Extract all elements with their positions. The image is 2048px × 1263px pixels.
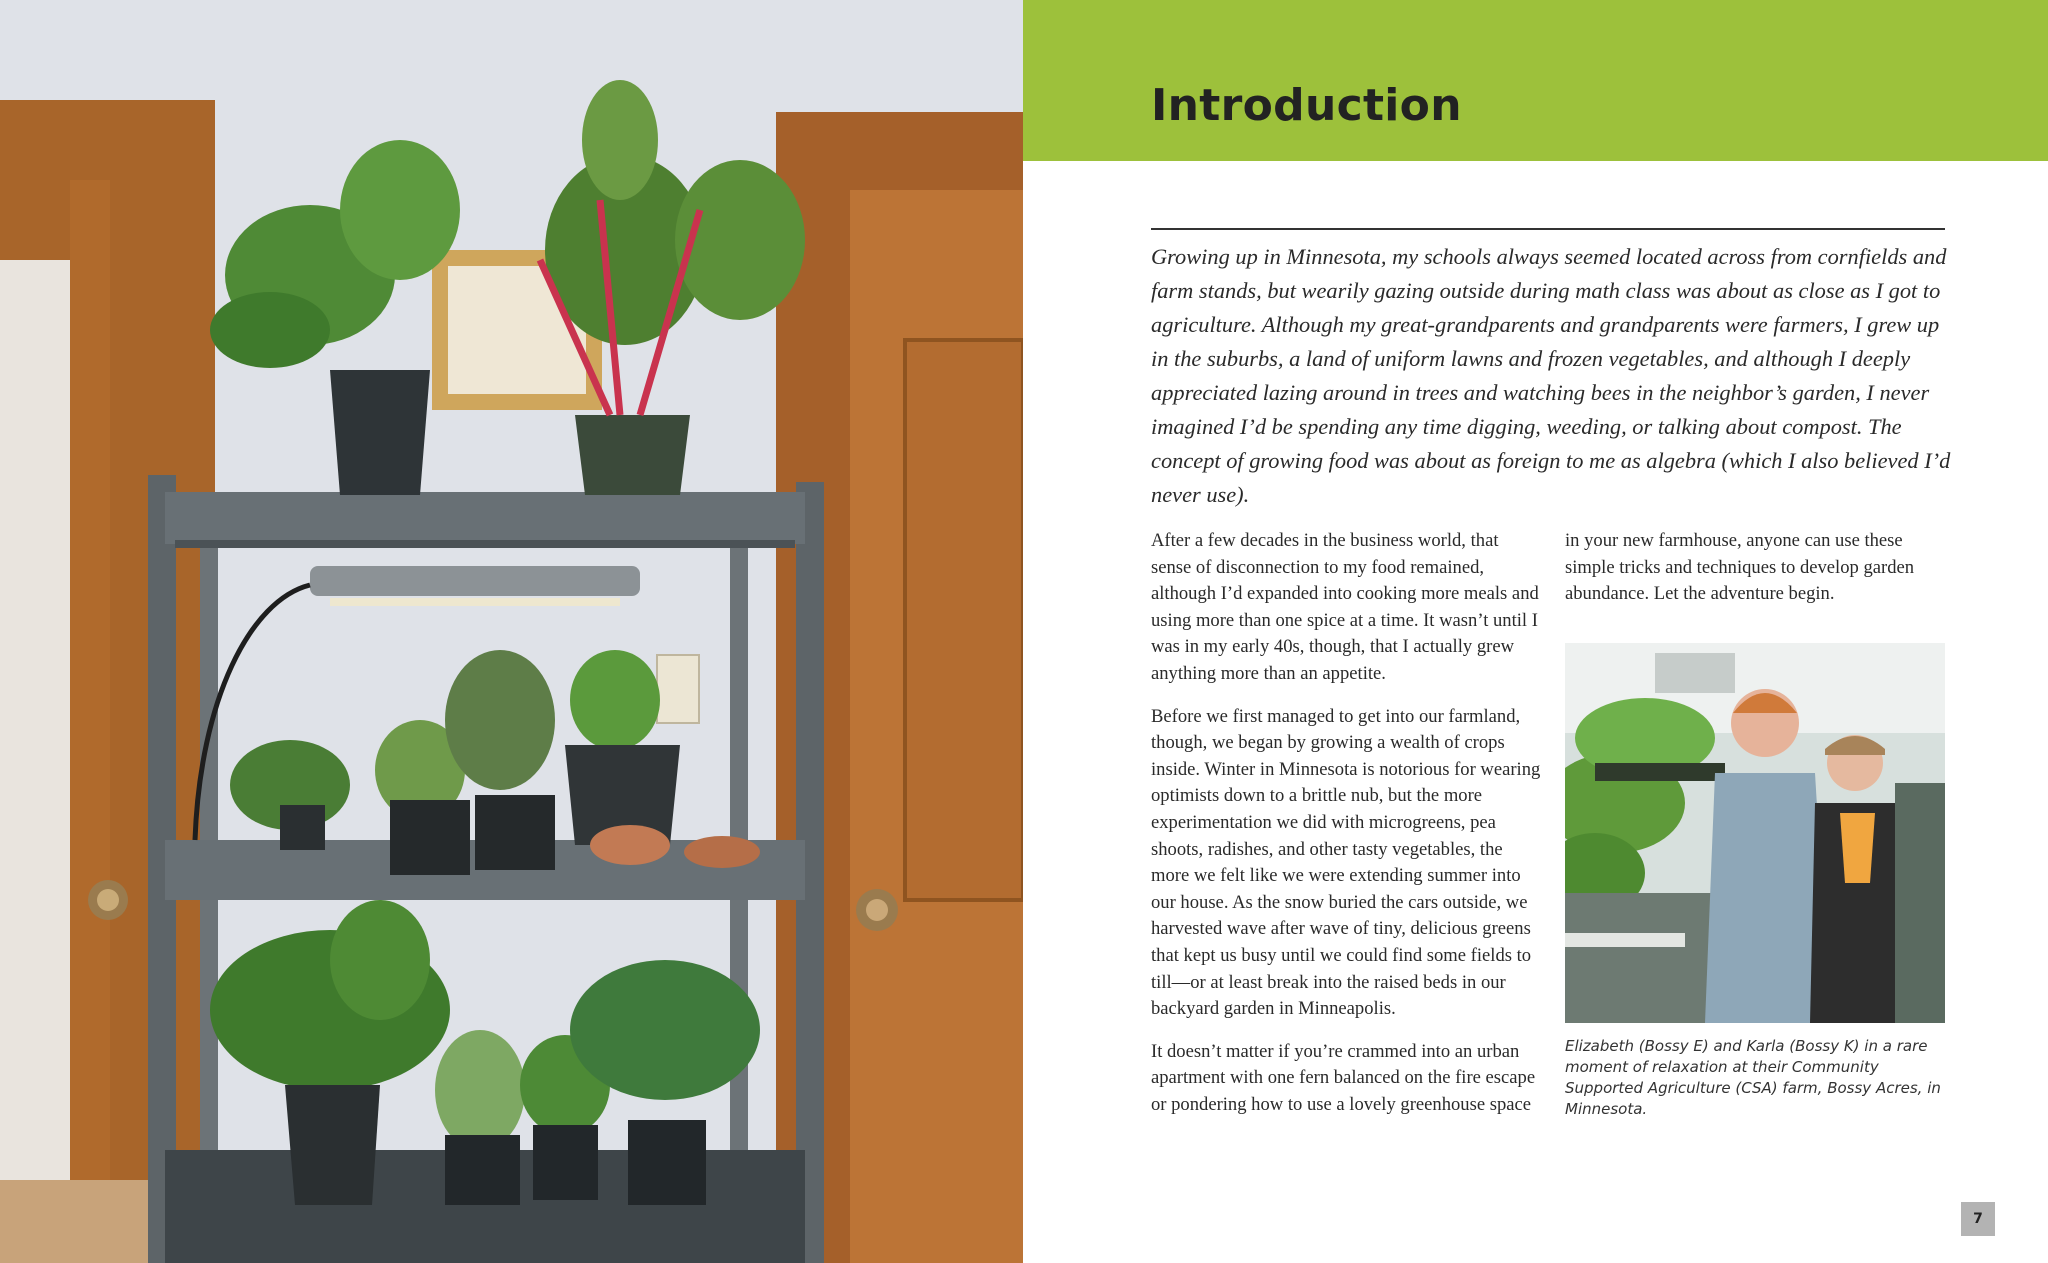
body-paragraph: After a few decades in the business world, that sense of disconnection to my food remained, although I’d expanded into cooking more meals and using more than one spice at a time. It wasn’t until I was in my early 40s, though, that I actually grew anything more than an appetite. bbox=[1151, 530, 1539, 684]
title-rule bbox=[1151, 228, 1945, 230]
body-column-left bbox=[1151, 528, 1541, 1134]
page-title: Introduction bbox=[1151, 80, 1462, 131]
text-page bbox=[1023, 0, 2048, 1263]
body-paragraph: Before we first managed to get into our farmland, though, we began by growing a wealth of crops inside. Winter in Minnesota is notorious for wearing optimists down to a brittle nub, but the more experimentation we did with microgreens, pea shoots, radishes, and other tasty vegetables, the more we felt like we were extending summer into our house. As the snow buried the cars outside, we harvested wave after wave of tiny, delicious greens that kept us busy until we could find some fields to till—or at least break into the raised beds in our backyard garden in Minneapolis. bbox=[1151, 705, 1541, 1020]
intro-lede: Growing up in Minnesota, my schools always seemed located across from cornfields and farm stands, but wearily gazing outside during math class was about as close as I got to agriculture. Although my great-grandparents and grandparents were farmers, I grew up in the suburbs, a land of uniform lawns and frozen vegetables, and although I deeply appreciated lazing around in trees and watching bees in the neighbor’s garden, I never imagined I’d be spending any time digging, weeding, or talking about compost. The concept of growing food was about as foreign to me as algebra (which I also believed I’d never use). bbox=[1151, 244, 1951, 507]
page-number: 7 bbox=[1961, 1202, 1995, 1236]
farmers-photo bbox=[1565, 643, 1945, 1023]
body-column-right bbox=[1565, 528, 1955, 624]
body-paragraph: It doesn’t matter if you’re crammed into an urban apartment with one fern balanced on the fire escape or pondering how to use a lovely greenhouse space bbox=[1151, 1040, 1536, 1115]
photo-caption: Elizabeth (Bossy E) and Karla (Bossy K) in a rare moment of relaxation at their Community Supported Agriculture (CSA) farm, Bossy Acres, in Minnesota. bbox=[1565, 1037, 1941, 1118]
body-paragraph: in your new farmhouse, anyone can use these simple tricks and techniques to develop garden abundance. Let the adventure begin. bbox=[1565, 530, 1915, 605]
plant-shelf-photo bbox=[0, 0, 1023, 1263]
